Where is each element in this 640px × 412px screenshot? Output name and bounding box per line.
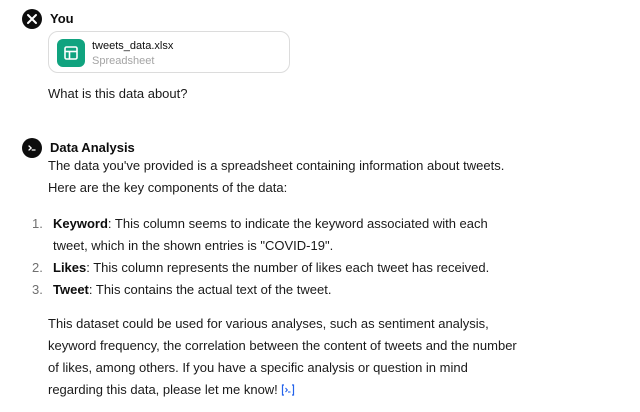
user-message-text: What is this data about? bbox=[48, 86, 188, 101]
user-author-name: You bbox=[50, 11, 74, 26]
list-item-number: 3. bbox=[32, 282, 43, 297]
user-message-header bbox=[22, 9, 74, 29]
list-item-term: Likes bbox=[53, 260, 87, 275]
list-item-term: Keyword bbox=[53, 216, 108, 231]
list-item-description: : This column represents the number of likes each tweet has received. bbox=[86, 260, 490, 275]
assistant-conclusion-text: This dataset could be used for various analyses, such as sentiment analysis, keyword frequency, the correlation between the content of tweets and the number of likes, among others. If you have a specific analysis or question in mind regarding this data, please let me know! bbox=[48, 316, 517, 397]
list-item-description: : This column seems to indicate the keyword associated with each tweet, which in the shown entries is "COVID-19". bbox=[53, 216, 488, 253]
attachment-file-type: Spreadsheet bbox=[92, 55, 155, 67]
assistant-author-name: Data Analysis bbox=[50, 140, 135, 155]
list-item bbox=[32, 279, 522, 301]
list-item-number: 1. bbox=[32, 216, 43, 231]
user-avatar-icon bbox=[26, 13, 38, 25]
assistant-avatar bbox=[22, 138, 42, 158]
list-item bbox=[32, 213, 522, 257]
code-interpreter-icon[interactable] bbox=[280, 384, 296, 398]
list-item bbox=[32, 257, 522, 279]
assistant-conclusion bbox=[48, 313, 518, 401]
list-item-description: : This contains the actual text of the tweet. bbox=[88, 282, 332, 297]
user-avatar bbox=[22, 9, 42, 29]
terminal-icon bbox=[26, 142, 38, 154]
spreadsheet-icon bbox=[57, 39, 85, 67]
attachment-file-name: tweets_data.xlsx bbox=[92, 40, 174, 52]
assistant-intro: The data you've provided is a spreadsheet containing information about tweets. Here are the key components of the data: bbox=[48, 158, 505, 195]
key-components-list bbox=[32, 213, 522, 301]
attachment-card[interactable] bbox=[48, 31, 290, 73]
list-item-term: Tweet bbox=[53, 282, 89, 297]
list-item-number: 2. bbox=[32, 260, 43, 275]
